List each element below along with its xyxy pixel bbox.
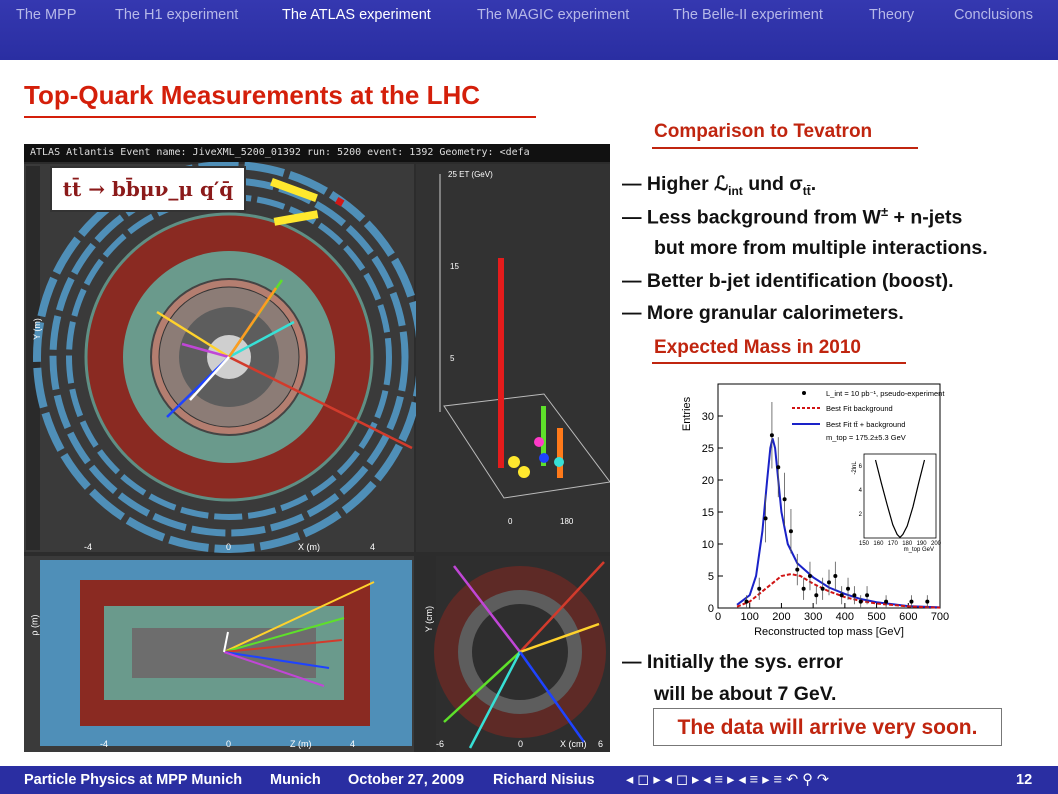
zoom-tick-left: -6 bbox=[436, 739, 445, 749]
inset-x-tick-label: 180 bbox=[902, 541, 913, 547]
inset-y-tick-label: 2 bbox=[858, 512, 862, 518]
nav-item-mpp[interactable]: The MPP bbox=[16, 7, 77, 23]
header-bar bbox=[0, 0, 1058, 60]
lego-tick-5: 5 bbox=[450, 354, 455, 363]
rz-tick-right: 4 bbox=[350, 739, 356, 749]
data-point bbox=[764, 516, 768, 520]
data-point bbox=[802, 587, 806, 591]
inset-y-tick-label: 6 bbox=[858, 464, 862, 470]
zoom-tick-right: 6 bbox=[598, 739, 604, 749]
bullet-higher-lumi: — Higher ℒ$_{int}$ und $\sigma_{tt̄}$. bbox=[622, 173, 817, 198]
heading-comparison-underline bbox=[652, 147, 918, 149]
event-display-graphics bbox=[24, 162, 610, 752]
navigation-controls-icon[interactable]: ◂ ◻ ▸ ◂ ◻ ▸ ◂ ≡ ▸ ◂ ≡ ▸ ≡ ↶ ⚲ ↷ bbox=[626, 772, 830, 788]
slide-title: Top-Quark Measurements at the LHC bbox=[24, 80, 481, 110]
inset-x-tick-label: 150 bbox=[858, 541, 870, 547]
y-tick-label: 5 bbox=[707, 571, 714, 583]
xy-xlabel: X (m) bbox=[298, 542, 320, 552]
data-point bbox=[821, 587, 825, 591]
y-tick-label: 30 bbox=[701, 411, 714, 423]
legend-entry: L_int = 10 pb⁻¹, pseudo-experiment bbox=[826, 389, 945, 398]
footer-bar bbox=[0, 766, 1058, 794]
y-tick-label: 15 bbox=[701, 507, 714, 519]
nav-item-atlas[interactable]: The ATLAS experiment bbox=[282, 7, 431, 23]
zoom-tick-mid: 0 bbox=[518, 739, 524, 749]
data-point bbox=[846, 587, 850, 591]
xy-ylabel: Y (m) bbox=[31, 318, 42, 340]
bullet-sys-error: — Initially the sys. error bbox=[622, 651, 844, 673]
bullet-calorimeters: — More granular calorimeters. bbox=[622, 302, 904, 324]
data-point bbox=[745, 600, 749, 604]
x-axis-label: Reconstructed top mass [GeV] bbox=[754, 626, 904, 638]
nav-item-conclusions[interactable]: Conclusions bbox=[954, 7, 1033, 23]
inset-y-tick-label: 4 bbox=[858, 488, 862, 494]
data-point bbox=[852, 593, 856, 597]
rz-ylabel: ρ (m) bbox=[29, 614, 40, 636]
data-point bbox=[808, 574, 812, 578]
x-tick-label: 500 bbox=[867, 611, 886, 623]
data-point bbox=[795, 568, 799, 572]
data-point bbox=[814, 593, 818, 597]
data-point bbox=[840, 593, 844, 597]
legend-entry: Best Fit tt̄ + background bbox=[826, 420, 906, 429]
data-point bbox=[776, 465, 780, 469]
bullet-less-background-cont: but more from multiple interactions. bbox=[654, 237, 988, 259]
y-tick-label: 0 bbox=[707, 603, 714, 615]
y-tick-label: 25 bbox=[701, 443, 714, 455]
footer-page-number: 12 bbox=[1016, 772, 1033, 788]
heading-comparison: Comparison to Tevatron bbox=[654, 121, 873, 142]
process-label: tt̄ → bb̄μν_μ q′q̄ bbox=[50, 166, 246, 212]
footer-author: Richard Nisius bbox=[493, 772, 595, 788]
inset-x-tick-label: 170 bbox=[887, 541, 898, 547]
heading-expected-mass-underline bbox=[652, 362, 906, 364]
xy-tick-mid: 0 bbox=[226, 542, 232, 552]
nav-item-belle[interactable]: The Belle-II experiment bbox=[673, 7, 823, 23]
data-point bbox=[859, 600, 863, 604]
lego-tick-15: 15 bbox=[450, 262, 459, 271]
xy-tick-left: -4 bbox=[84, 542, 93, 552]
data-point bbox=[833, 574, 837, 578]
y-axis-label: Entries bbox=[681, 396, 693, 432]
lego-plot-panel bbox=[416, 164, 610, 552]
footer-talk: Particle Physics at MPP Munich bbox=[24, 772, 243, 788]
x-tick-label: 0 bbox=[714, 611, 722, 623]
inset-x-tick-label: 190 bbox=[916, 541, 927, 547]
zoom-xlabel: X (cm) bbox=[560, 739, 587, 749]
heading-expected-mass: Expected Mass in 2010 bbox=[654, 337, 861, 358]
inset-x-tick-label: 200 bbox=[930, 541, 942, 547]
legend-entry: Best Fit background bbox=[826, 404, 893, 413]
lego-tower-red bbox=[498, 258, 504, 468]
mass-distribution-chart bbox=[680, 376, 952, 644]
inset-x-tick-label: 160 bbox=[873, 541, 884, 547]
event-header: ATLAS Atlantis Event name: JiveXML_5200_01392 run: 5200 event: 1392 Geometry: <defa bbox=[24, 144, 610, 162]
x-tick-label: 300 bbox=[803, 611, 823, 623]
inset-y-axis-label: -2lnL bbox=[852, 461, 858, 475]
bullet-less-background: — Less background from W± + n-jets bbox=[622, 204, 963, 229]
event-display bbox=[24, 144, 610, 752]
footer-place: Munich bbox=[270, 772, 321, 788]
data-point bbox=[925, 600, 929, 604]
footer-date: October 27, 2009 bbox=[348, 772, 465, 788]
x-tick-label: 400 bbox=[835, 611, 855, 623]
lego-xtick-180: 180 bbox=[560, 517, 574, 526]
data-point bbox=[783, 497, 787, 501]
x-tick-label: 200 bbox=[772, 611, 791, 623]
xy-tick-right: 4 bbox=[370, 542, 376, 552]
inset-frame bbox=[864, 454, 936, 538]
data-point bbox=[884, 600, 888, 604]
zoom-ylabel: Y (cm) bbox=[424, 605, 435, 633]
rz-xlabel: Z (m) bbox=[290, 739, 312, 749]
bullet-bjet: — Better b-jet identification (boost). bbox=[622, 270, 954, 292]
nav-item-magic[interactable]: The MAGIC experiment bbox=[477, 7, 630, 23]
data-point bbox=[827, 580, 831, 584]
x-tick-label: 600 bbox=[899, 611, 918, 623]
y-tick-label: 10 bbox=[701, 539, 714, 551]
lego-ylabel: 25 ET (GeV) bbox=[448, 170, 493, 179]
data-point bbox=[770, 433, 774, 437]
rz-tick-mid: 0 bbox=[226, 739, 232, 749]
nav-item-theory[interactable]: Theory bbox=[869, 7, 915, 23]
lego-xtick-0: 0 bbox=[508, 517, 513, 526]
x-tick-label: 700 bbox=[930, 611, 950, 623]
nav-item-h1[interactable]: The H1 experiment bbox=[115, 7, 239, 23]
inset-x-axis-label: m_top GeV bbox=[903, 547, 934, 553]
legend-marker-data bbox=[802, 391, 806, 395]
y-tick-label: 20 bbox=[701, 475, 714, 487]
data-point bbox=[789, 529, 793, 533]
data-point bbox=[757, 587, 761, 591]
title-underline bbox=[24, 116, 536, 118]
x-tick-label: 100 bbox=[740, 611, 759, 623]
legend-entry: m_top = 175.2±5.3 GeV bbox=[826, 433, 906, 442]
rz-tick-left: -4 bbox=[100, 739, 109, 749]
section-nav bbox=[0, 0, 1058, 30]
data-arrival-note: The data will arrive very soon. bbox=[653, 708, 1002, 746]
bullet-sys-error-cont: will be about 7 GeV. bbox=[654, 683, 837, 705]
data-point bbox=[909, 600, 913, 604]
data-point bbox=[865, 593, 869, 597]
